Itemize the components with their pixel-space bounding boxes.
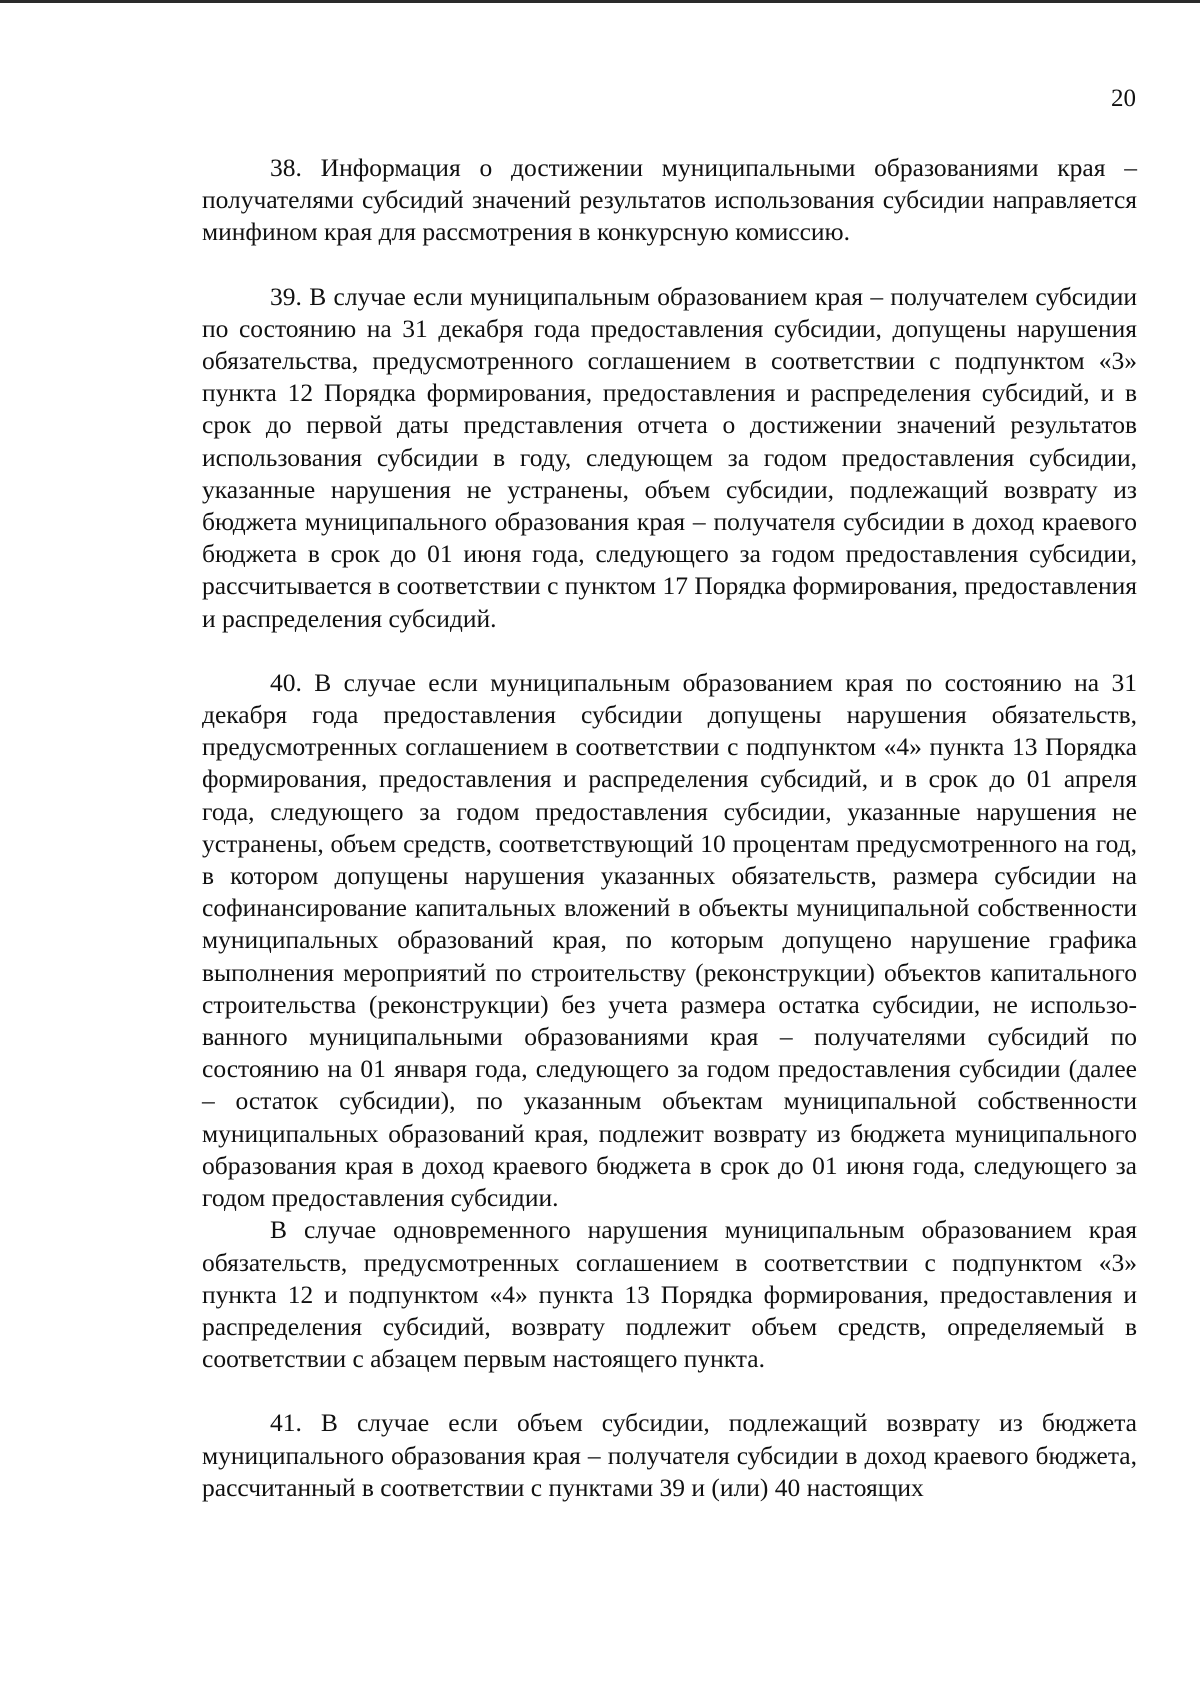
scan-top-edge — [0, 0, 1200, 3]
paragraph-38: 38. Информация о достижении муниципальными образованиями края – получателями субсидий значений результатов использования субсидии направляется минфином края для рассмотрения в конкурсную комиссию. — [202, 153, 1137, 247]
page-number: 20 — [1111, 85, 1136, 112]
paragraph-40: 40. В случае если муниципальным образованием края по состоянию на 31 декабря года предоставления субсидии допущены нарушения обязательств, предусмотренных соглашением в соответствии с подпунктом «4» пункта 13 Порядка формирования, предоставления и распределения субсидий, и в срок до 01 апреля года, следующего за годом предоставления субсидии, указанные нарушения не устранены, объем средств, соответствующий 10 процентам предусмотренного на год, в котором допущены нарушения указанных обязательств, размера субсидии на софинансирование капитальных вложений в объекты муниципальной собственности муниципальных образований края, по которым допущено нарушение графика выполнения мероприятий по строительству (реконструкции) объектов капитального строительства (реконструкции) без учета размера остатка субсидии, не использованного муниципальными образованиями края – получателями субсидий по состоянию на 01 января года, следующего за годом предоставления субсидии (далее – остаток субсидии), по указанным объектам муниципальной собственности муниципальных образований края, подлежит возврату из бюджета муниципального образования края в доход краевого бюджета в срок до 01 июня года, следующего за годом предоставления субсидии. — [202, 667, 1137, 1213]
paragraph-40-continuation: В случае одновременного нарушения муниципальным образованием края обязательств, предусмотренных соглашением в соответствии с подпунктом «3» пункта 12 и подпунктом «4» пункта 13 Порядка формирования, предоставления и распределения субсидий, возврату подлежит объем средств, определяемый в соответствии с абзацем первым настоящего пункта. — [202, 1215, 1137, 1374]
paragraph-39: 39. В случае если муниципальным образованием края – получателем субсидии по состоянию на 31 декабря года предоставления субсидии, допущены нарушения обязательства, предусмотренного соглашением в соответствии с подпунктом «3» пункта 12 Порядка формирования, предоставления и распределения субсидий, и в срок до первой даты представления отчета о достижении значений результатов использования субсидии в году, следующем за годом предоставления субсидии, указанные нарушения не устранены, объем субсидии, подлежащий возврату из бюджета муниципального образования края – получателя субсидии в доход краевого бюджета в срок до 01 июня года, следующего за годом предоставления субсидии, рассчитывается в соответствии с пунктом 17 Порядка формирования, предоставления и распределения субсидий. — [202, 281, 1137, 633]
document-body — [202, 152, 1137, 1504]
paragraph-41: 41. В случае если объем субсидии, подлежащий возврату из бюджета муниципального образования края – получателя субсидии в доход краевого бюджета, рассчитанный в соответствии с пунктами 39 и (или) 40 настоящих — [202, 1408, 1137, 1502]
